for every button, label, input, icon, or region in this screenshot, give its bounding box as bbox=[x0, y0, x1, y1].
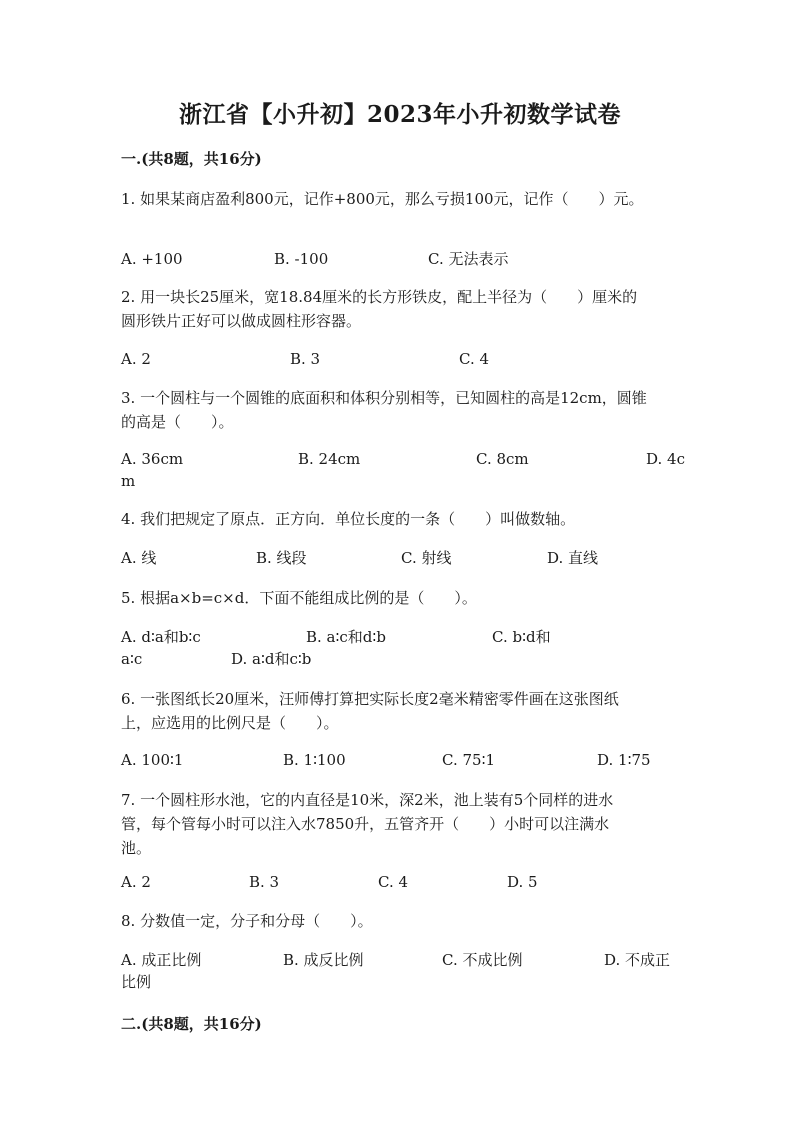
question-3-option-a[interactable]: A. 36cm bbox=[121, 450, 184, 468]
question-6-option-a[interactable]: A. 100∶1 bbox=[121, 751, 184, 769]
question-7-option-b[interactable]: B. 3 bbox=[249, 873, 280, 891]
question-5-option-d[interactable]: D. a∶d和c∶b bbox=[231, 650, 312, 668]
question-6-option-b[interactable]: B. 1∶100 bbox=[283, 751, 346, 769]
question-1-option-a[interactable]: A. +100 bbox=[121, 250, 183, 268]
question-4-option-a[interactable]: A. 线 bbox=[121, 549, 157, 567]
question-2-option-b[interactable]: B. 3 bbox=[290, 350, 321, 368]
question-7-option-a[interactable]: A. 2 bbox=[121, 873, 151, 891]
question-7-option-d[interactable]: D. 5 bbox=[507, 873, 538, 891]
question-6-option-c[interactable]: C. 75∶1 bbox=[442, 751, 496, 769]
question-8-option-c[interactable]: C. 不成比例 bbox=[442, 951, 523, 969]
question-3-option-d[interactable]: D. 4c bbox=[646, 450, 685, 468]
question-7-text-line-2: 管，每个管每小时可以注入水7850升，五管齐开（ ）小时可以注满水 bbox=[121, 815, 610, 833]
question-2-text-line-1: 2. 用一块长25厘米，宽18.84厘米的长方形铁皮，配上半径为（ ）厘米的 bbox=[121, 288, 638, 306]
question-2-text-line-2: 圆形铁片正好可以做成圆柱形容器。 bbox=[121, 312, 362, 330]
question-5-option-c[interactable]: C. b∶d和 bbox=[492, 628, 551, 646]
question-8-option-a[interactable]: A. 成正比例 bbox=[121, 951, 202, 969]
question-1-text: 1. 如果某商店盈利800元，记作+800元，那么亏损100元，记作（ ）元。 bbox=[121, 190, 644, 208]
question-5-option-c-wrap: a∶c bbox=[121, 650, 143, 668]
question-8-text: 8. 分数值一定，分子和分母（ ）。 bbox=[121, 912, 373, 930]
question-6-option-d[interactable]: D. 1∶75 bbox=[597, 751, 651, 769]
section-heading-1: 一.(共8题，共16分) bbox=[121, 150, 262, 168]
question-3-option-c[interactable]: C. 8cm bbox=[476, 450, 529, 468]
question-4-option-c[interactable]: C. 射线 bbox=[401, 549, 452, 567]
question-3-text-line-1: 3. 一个圆柱与一个圆锥的底面积和体积分别相等，已知圆柱的高是12cm，圆锥 bbox=[121, 389, 647, 407]
question-3-text-line-2: 的高是（ ）。 bbox=[121, 413, 234, 431]
question-8-option-d-wrap: 比例 bbox=[121, 973, 152, 991]
question-2-option-a[interactable]: A. 2 bbox=[121, 350, 151, 368]
question-5-text: 5. 根据a×b=c×d．下面不能组成比例的是（ ）。 bbox=[121, 589, 477, 607]
question-6-text-line-2: 上，应选用的比例尺是（ ）。 bbox=[121, 714, 339, 732]
question-5-option-a[interactable]: A. d∶a和b∶c bbox=[121, 628, 201, 646]
question-6-text-line-1: 6. 一张图纸长20厘米，汪师傅打算把实际长度2毫米精密零件画在这张图纸 bbox=[121, 690, 619, 708]
question-8-option-b[interactable]: B. 成反比例 bbox=[283, 951, 364, 969]
question-7-option-c[interactable]: C. 4 bbox=[378, 873, 409, 891]
page-title: 浙江省【小升初】2023年小升初数学试卷 bbox=[178, 101, 621, 128]
question-7-text-line-3: 池。 bbox=[121, 839, 152, 857]
question-7-text-line-1: 7. 一个圆柱形水池，它的内直径是10米，深2米，池上装有5个同样的进水 bbox=[121, 791, 614, 809]
question-4-option-d[interactable]: D. 直线 bbox=[547, 549, 599, 567]
question-2-option-c[interactable]: C. 4 bbox=[459, 350, 490, 368]
question-1-option-c[interactable]: C. 无法表示 bbox=[428, 250, 509, 268]
question-1-option-b[interactable]: B. -100 bbox=[274, 250, 329, 268]
question-8-option-d[interactable]: D. 不成正 bbox=[604, 951, 671, 969]
section-heading-2: 二.(共8题，共16分) bbox=[121, 1015, 262, 1033]
question-3-option-d-wrap: m bbox=[121, 472, 136, 490]
question-5-option-b[interactable]: B. a∶c和d∶b bbox=[306, 628, 386, 646]
question-4-text: 4. 我们把规定了原点．正方向．单位长度的一条（ ）叫做数轴。 bbox=[121, 510, 576, 528]
question-3-option-b[interactable]: B. 24cm bbox=[298, 450, 361, 468]
question-4-option-b[interactable]: B. 线段 bbox=[256, 549, 307, 567]
